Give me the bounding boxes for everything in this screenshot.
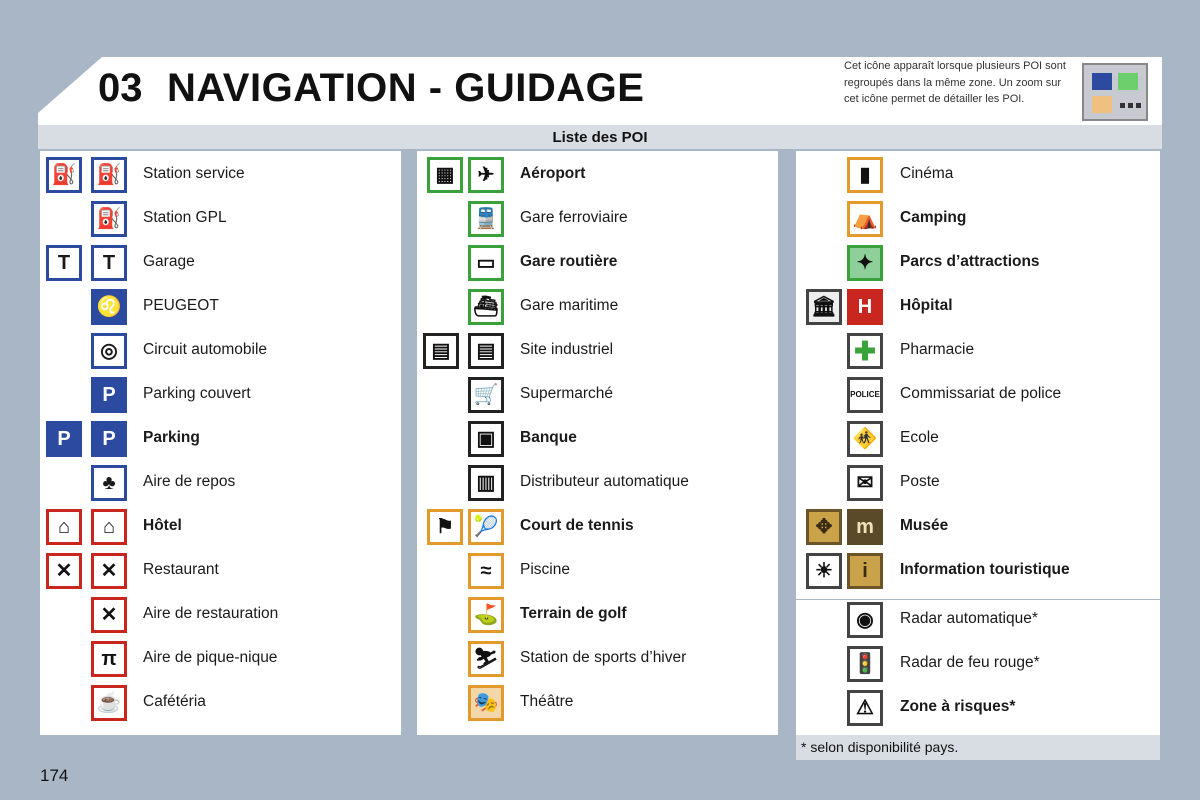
poi-label: Aéroport [520, 165, 586, 182]
shopping-cart-icon: 🛒 [468, 377, 504, 413]
film-reel-icon: ▮ [847, 157, 883, 193]
poi-label: Zone à risques* [900, 698, 1016, 715]
poi-row [417, 509, 778, 553]
poi-row [417, 685, 778, 729]
poi-list-title: Liste des POI [552, 129, 648, 146]
poi-row [796, 157, 1160, 201]
transport-hub-icon: ▦ [427, 157, 463, 193]
police-icon: POLICE [847, 377, 883, 413]
poi-column-3 [796, 151, 1160, 599]
poi-label: Pharmacie [900, 341, 975, 358]
footnote-box [796, 735, 1160, 760]
poi-label: Théâtre [520, 693, 574, 710]
poi-list-header [38, 125, 1162, 149]
speed-camera-icon: ◉ [847, 602, 883, 638]
rest-area-icon: ♣ [91, 465, 127, 501]
poi-row [40, 421, 401, 465]
poi-row [40, 377, 401, 421]
poi-label: Piscine [520, 561, 570, 578]
poi-label: Circuit automobile [143, 341, 268, 358]
hotel-bed-icon: ⌂ [46, 509, 82, 545]
poi-row [40, 509, 401, 553]
poi-row [417, 289, 778, 333]
poi-row [417, 465, 778, 509]
poi-row [796, 646, 1160, 690]
poi-row [40, 289, 401, 333]
poi-row [796, 553, 1160, 597]
industrial-site-icon: ▤ [468, 333, 504, 369]
poi-label: Aire de restauration [143, 605, 279, 622]
poi-row [40, 597, 401, 641]
poi-row [40, 685, 401, 729]
poi-label: Radar automatique* [900, 610, 1038, 627]
poi-label: Gare routière [520, 253, 618, 270]
fuel-pump-icon: ⛽ [46, 157, 82, 193]
golfer-icon: ⛳ [468, 597, 504, 633]
poi-label: Gare ferroviaire [520, 209, 628, 226]
amusement-park-icon: ✦ [847, 245, 883, 281]
page-number: 174 [40, 766, 69, 785]
sports-icon: ⚑ [427, 509, 463, 545]
museum-m-icon: m [847, 509, 883, 545]
theatre-icon: 🎭 [468, 685, 504, 721]
info-i-icon: i [847, 553, 883, 589]
poi-row [796, 333, 1160, 377]
poi-label: PEUGEOT [143, 297, 219, 314]
poi-row [40, 157, 401, 201]
poi-row [417, 201, 778, 245]
poi-row [40, 641, 401, 685]
tent-icon: ⛺ [847, 201, 883, 237]
poi-row [796, 602, 1160, 646]
lpg-pump-icon: ⛽ [91, 201, 127, 237]
poi-label: Garage [143, 253, 195, 270]
poi-label: Supermarché [520, 385, 614, 402]
parking-icon: P [91, 421, 127, 457]
school-children-icon: 🚸 [847, 421, 883, 457]
poi-row [796, 421, 1160, 465]
poi-label: Court de tennis [520, 517, 634, 534]
public-building-icon: 🏛 [806, 289, 842, 325]
race-circuit-icon: ◎ [91, 333, 127, 369]
poi-label: Site industriel [520, 341, 614, 358]
pharmacy-cross-icon: ✚ [847, 333, 883, 369]
poi-column-1 [40, 151, 401, 735]
poi-row [796, 201, 1160, 245]
poi-row [796, 465, 1160, 509]
poi-label: Information touristique [900, 561, 1070, 578]
poi-label: Cinéma [900, 165, 954, 182]
poi-row [417, 597, 778, 641]
poi-label: Parking [143, 429, 200, 446]
swimmer-icon: ≈ [468, 553, 504, 589]
covered-parking-icon: P [91, 377, 127, 413]
red-light-camera-icon: 🚦 [847, 646, 883, 682]
coffee-cup-icon: ☕ [91, 685, 127, 721]
ship-icon: ⛴ [468, 289, 504, 325]
picnic-table-icon: π [91, 641, 127, 677]
food-area-icon: ✕ [91, 597, 127, 633]
poi-row [40, 553, 401, 597]
poi-label: Cafétéria [143, 693, 206, 710]
poi-label: Restaurant [143, 561, 219, 578]
parking-icon: P [46, 421, 82, 457]
cluster-note: Cet icône apparaît lorsque plusieurs POI sont regroupés dans la même zone. Un zoom sur cet icône permet de détailler les POI. [844, 60, 1066, 105]
poi-label: Parcs d’attractions [900, 253, 1040, 270]
radar-section [796, 599, 1160, 735]
poi-row [796, 289, 1160, 333]
poi-label: Hôpital [900, 297, 953, 314]
poi-row [417, 157, 778, 201]
hotel-bed-icon: ⌂ [91, 509, 127, 545]
atm-icon: ▥ [468, 465, 504, 501]
poi-cluster-icon [1082, 63, 1148, 121]
poi-label: Parking couvert [143, 385, 251, 402]
poi-row [796, 690, 1160, 734]
poi-row [417, 553, 778, 597]
poi-label: Gare maritime [520, 297, 619, 314]
poi-row [417, 245, 778, 289]
fuel-pump-icon: ⛽ [91, 157, 127, 193]
poi-row [40, 201, 401, 245]
industrial-site-icon: ▤ [423, 333, 459, 369]
poi-label: Hôtel [143, 517, 182, 534]
poi-label: Distributeur automatique [520, 473, 689, 490]
poi-row [40, 245, 401, 289]
poi-label: Radar de feu rouge* [900, 654, 1040, 671]
chapter-title: NAVIGATION - GUIDAGE [167, 66, 645, 110]
airplane-icon: ✈ [468, 157, 504, 193]
wrench-icon: T [91, 245, 127, 281]
poi-label: Station service [143, 165, 245, 182]
tennis-player-icon: 🎾 [468, 509, 504, 545]
bank-safe-icon: ▣ [468, 421, 504, 457]
poi-label: Banque [520, 429, 577, 446]
poi-row [796, 509, 1160, 553]
poi-label: Poste [900, 473, 940, 490]
poi-label: Station de sports d’hiver [520, 649, 687, 666]
envelope-icon: ✉ [847, 465, 883, 501]
hospital-icon: H [847, 289, 883, 325]
poi-column-2 [417, 151, 778, 735]
poi-label: Aire de pique-nique [143, 649, 278, 666]
peugeot-lion-icon: ♌ [91, 289, 127, 325]
cutlery-icon: ✕ [46, 553, 82, 589]
poi-row [40, 465, 401, 509]
poi-label: Commissariat de police [900, 385, 1062, 402]
poi-label: Ecole [900, 429, 939, 446]
tourist-info-icon: ☀ [806, 553, 842, 589]
chapter-number: 03 [98, 66, 143, 110]
skier-icon: ⛷ [468, 641, 504, 677]
poi-row [417, 377, 778, 421]
train-icon: 🚆 [468, 201, 504, 237]
poi-label: Terrain de golf [520, 605, 627, 622]
footnote: * selon disponibilité pays. [801, 739, 959, 755]
poi-row [796, 245, 1160, 289]
poi-row [417, 641, 778, 685]
poi-row [417, 333, 778, 377]
poi-row [796, 377, 1160, 421]
poi-row [40, 333, 401, 377]
poi-label: Aire de repos [143, 473, 236, 490]
danger-zone-icon: ⚠ [847, 690, 883, 726]
poi-label: Station GPL [143, 209, 227, 226]
museum-compass-icon: ✥ [806, 509, 842, 545]
wrench-icon: T [46, 245, 82, 281]
poi-row [417, 421, 778, 465]
bus-icon: ▭ [468, 245, 504, 281]
poi-label: Camping [900, 209, 967, 226]
poi-label: Musée [900, 517, 949, 534]
cutlery-icon: ✕ [91, 553, 127, 589]
